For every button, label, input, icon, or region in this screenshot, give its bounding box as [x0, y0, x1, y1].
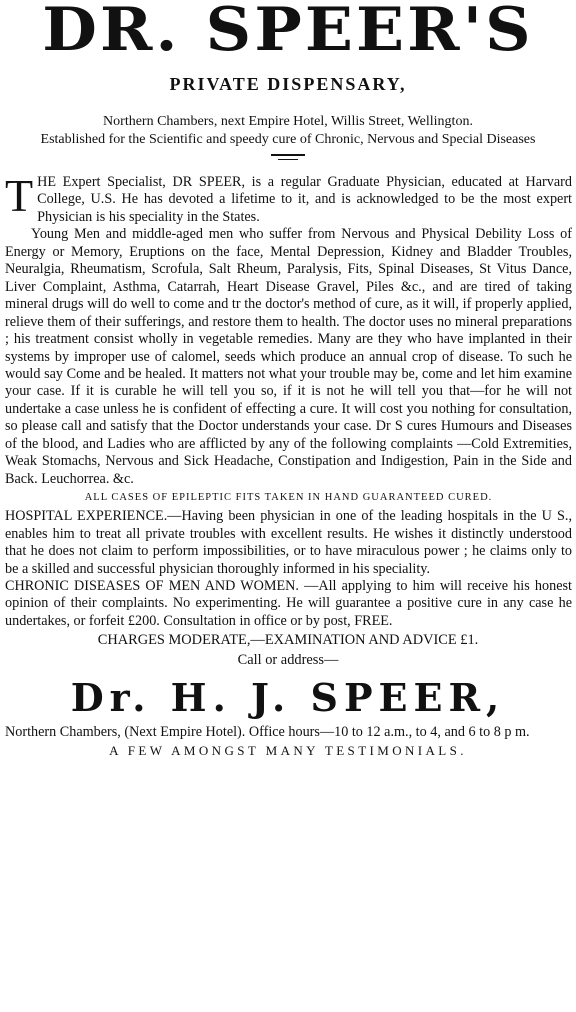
testimonials-heading: A FEW AMONGST MANY TESTIMONIALS.: [109, 743, 467, 759]
intro-text: HE Expert Specialist, DR SPEER, is a regular Graduate Physician, educated at Harvard College, U.S. He has devoted a lifetime to it, and is acknowledged to be the most expert Physician is his speciality in the States.: [37, 174, 572, 225]
ad-title: DR. SPEER'S: [42, 0, 534, 65]
separator-rule: [271, 154, 305, 156]
footer-address: Northern Chambers, (Next Empire Hotel). Office hours—10 to 12 a.m., to 4, and 6 to 8 p m.: [5, 724, 530, 741]
separator-rule-short: [278, 159, 298, 160]
hospital-heading: HOSPITAL EXPERIENCE.: [5, 508, 168, 525]
address-line: Northern Chambers, next Empire Hotel, Willis Street, Wellington.: [103, 114, 473, 129]
symptoms-paragraph: Young Men and middle-aged men who suffer from Nervous and Physical Debility Loss of Energy or Memory, Eruptions on the face, Mental Depression, Kidney and Bladder Troubles, Neuralgia, Rheumatism, Scrofula, Salt Rheum, Paralysis, Fits, Spinal Diseases, St Vitus Dance, Liver Complaint, Asthma, Catarrah, Heart Disease Gravel, Piles &c., and are tired of taking mineral drugs will do well to come and tr the doctor's method of cure, as it will, if properly applied, relieve them of their sufferings, and restore them to health. The doctor uses no mineral preparations ; his treatment consist wholly in vegetable remedies. Many are they who have implanted in their systems by improper use of calomel, seeds which produce an annual crop of disease. To such he would say Come and be healed. It matters not what your trouble may be, come and let him examine your case. If it is curable he will tell you so, if it is not he will tell you that—for he will not undertake a case unless he is confident of effecting a cure. It will cost you nothing for consultation, so please call and satisfy that the Doctor understands your case. Dr S cures Humours and Diseases of the blood, and Ladies who are afflicted by any of the following complaints —Cold Extremities, Weak Stomachs, Nervous and Sick Headache, Constipation and Indigestion, Pain in the Side and Back. Leuchorrea. &c.: [5, 226, 572, 487]
doctor-signature: Dr. H. J. SPEER,: [70, 675, 506, 721]
chronic-paragraph: [5, 578, 572, 630]
established-line: Established for the Scientific and speedy cure of Chronic, Nervous and Special Diseases: [40, 132, 536, 147]
ad-body: [0, 170, 576, 630]
intro-paragraph: [5, 170, 572, 226]
hospital-text: —Having been physician in one of the leading hospitals in the U S., enables him to treat all private troubles with excellent results. He wishes it distinctly understood that he does not claim to perform impossibilities, or to have miraculous power ; he claims only to be a skilled and successful physician thoroughly informed in his speciality.: [5, 508, 573, 577]
chronic-heading: CHRONIC DISEASES OF MEN AND WOMEN.: [5, 577, 299, 594]
hospital-paragraph: [5, 508, 572, 578]
call-line: Call or address—: [237, 652, 339, 669]
chronic-text: —All applying to him will receive his honest opinion of their complaints. No experimenting. He will guarantee a positive cure in any case he undertakes, or forfeit £200. Consultation in office or by post, FREE.: [5, 577, 572, 629]
epileptic-note: ALL CASES OF EPILEPTIC FITS TAKEN IN HAND GUARANTEED CURED.: [84, 492, 493, 504]
ad-subtitle: PRIVATE DISPENSARY,: [169, 74, 407, 94]
drop-cap: T: [5, 170, 34, 221]
charges-line: CHARGES MODERATE,—EXAMINATION AND ADVICE £1.: [97, 632, 479, 649]
